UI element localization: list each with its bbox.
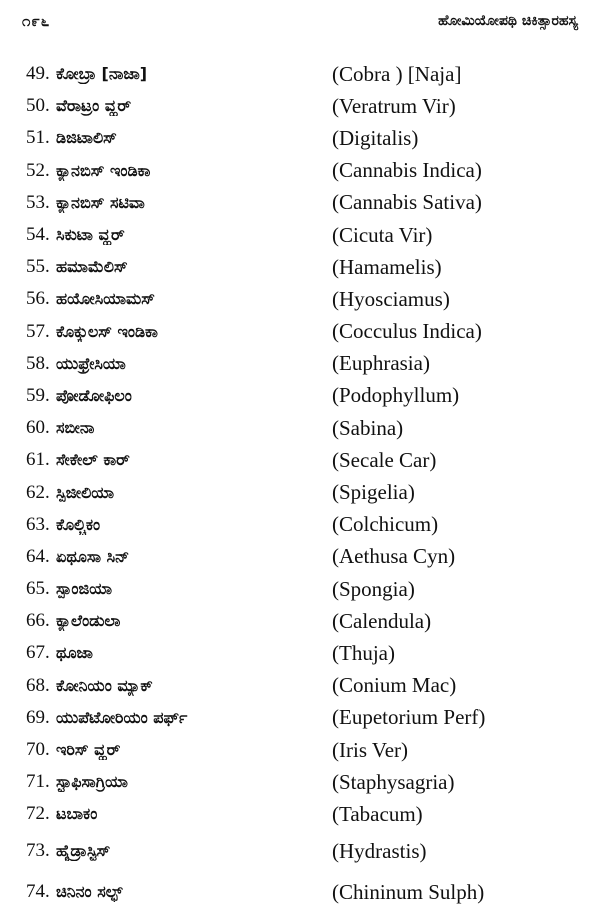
- list-item: [26, 872, 586, 913]
- kannada-name: ಸಿಕುಟಾ ವ್ಹರ್: [56, 225, 125, 245]
- latin-name: (Cannabis Indica): [332, 158, 482, 183]
- latin-name: (Tabacum): [332, 801, 423, 826]
- list-item: [26, 476, 586, 508]
- item-number: 57.: [26, 320, 50, 342]
- latin-name: (Veratrum Vir): [332, 93, 456, 118]
- latin-name: (Calendula): [332, 608, 432, 633]
- item-number: 70.: [26, 739, 50, 761]
- list-item: [26, 702, 586, 734]
- latin-name: (Hyosciamus): [332, 286, 450, 311]
- item-number: 74.: [26, 881, 50, 902]
- kannada-name: ಯುಪೆಟೋರಿಯಂ ಪರ್ಫ್: [56, 707, 188, 727]
- item-number: 56.: [26, 288, 50, 310]
- item-number: 72.: [26, 803, 50, 825]
- item-number: 51.: [26, 127, 50, 149]
- list-item: [26, 766, 586, 798]
- item-number: 52.: [26, 159, 50, 181]
- kannada-name: ಹಯೋಸಿಯಾಮಸ್: [56, 289, 155, 309]
- kannada-name: ಯುಫ್ರೇಸಿಯಾ: [56, 353, 126, 373]
- list-item: [26, 122, 586, 154]
- kannada-name: ಡಿಜಿಟಾಲಿಸ್: [56, 128, 117, 148]
- latin-name: (Eupetorium Perf): [332, 705, 486, 730]
- item-number: 73.: [26, 840, 50, 861]
- kannada-name: ಕೊಕ್ಕುಲಸ್ ಇಂಡಿಕಾ: [56, 321, 158, 341]
- list-item: [26, 58, 586, 90]
- list-item: [26, 670, 586, 702]
- list-item: [26, 219, 586, 251]
- list-item: [26, 444, 586, 476]
- kannada-name: ಸೇಕೇಲ್ ಕಾರ್: [56, 450, 130, 470]
- kannada-name: ಸ್ಟಾಫಿಸಾಗ್ರಿಯಾ: [56, 772, 128, 792]
- latin-name: (Secale Car): [332, 447, 437, 472]
- kannada-name: ಕೊಲ್ಚಿಕಂ: [56, 514, 101, 534]
- latin-name: (Cobra ) [Naja]: [332, 61, 462, 86]
- list-item: [26, 187, 586, 219]
- list-item: [26, 283, 586, 315]
- item-number: 61.: [26, 449, 50, 471]
- list-item: [26, 798, 586, 830]
- item-number: 58.: [26, 352, 50, 374]
- latin-name: (Podophyllum): [332, 383, 460, 408]
- kannada-name: ವೆರಾಟ್ರಂ ವ್ಹರ್: [56, 96, 132, 116]
- latin-name: (Hamamelis): [332, 254, 442, 279]
- kannada-name: ಸ್ಪಿಜೀಲಿಯಾ: [56, 482, 115, 502]
- item-number: 55.: [26, 256, 50, 278]
- list-item: [26, 348, 586, 380]
- latin-name: (Iris Ver): [332, 737, 409, 762]
- kannada-name: ಕ್ಯಾನಬಿಸ್ ಇಂಡಿಕಾ: [56, 160, 151, 180]
- kannada-name: ಚಿನಿನಂ ಸಲ್ಫ್: [56, 882, 123, 901]
- item-number: 65.: [26, 578, 50, 600]
- list-item: [26, 155, 586, 187]
- latin-name: (Aethusa Cyn): [332, 544, 456, 569]
- item-number: 54.: [26, 224, 50, 246]
- item-number: 50.: [26, 95, 50, 117]
- kannada-name: ಟಬಾಕಂ: [56, 804, 98, 824]
- latin-name: (Colchicum): [332, 512, 439, 537]
- item-number: 59.: [26, 384, 50, 406]
- latin-name: (Cannabis Sativa): [332, 190, 482, 215]
- kannada-name: ಕೋನಿಯಂ ಮ್ಯಾಕ್: [56, 675, 153, 695]
- remedy-list: [26, 58, 586, 913]
- kannada-name: ಹಮಾಮೆಲಿಸ್: [56, 257, 128, 277]
- running-head: ಹೋಮಿಯೋಪಥಿ ಚಿಕಿತ್ಸಾರಹಸ್ಯ: [438, 13, 578, 29]
- item-number: 64.: [26, 545, 50, 567]
- kannada-name: ಕ್ಯಾಲೆಂಡುಲಾ: [56, 611, 121, 631]
- latin-name: (Spigelia): [332, 480, 415, 505]
- latin-name: (Chininum Sulph): [332, 879, 485, 904]
- kannada-name: ಸ್ಪಾಂಜಿಯಾ: [56, 579, 113, 599]
- list-item: [26, 90, 586, 122]
- latin-name: (Cicuta Vir): [332, 222, 433, 247]
- latin-name: (Cocculus Indica): [332, 319, 482, 344]
- item-number: 60.: [26, 417, 50, 439]
- page-number: ೧೯೬: [22, 12, 51, 30]
- list-item: [26, 380, 586, 412]
- kannada-name: ಏಥೂಸಾ ಸಿನ್: [56, 546, 130, 566]
- latin-name: (Sabina): [332, 415, 404, 440]
- kannada-name: ಇರಿಸ್ ವ್ಹರ್: [56, 740, 121, 760]
- list-item: [26, 605, 586, 637]
- page-header: [22, 8, 578, 34]
- item-number: 49.: [26, 63, 50, 85]
- item-number: 62.: [26, 481, 50, 503]
- latin-name: (Spongia): [332, 576, 415, 601]
- latin-name: (Euphrasia): [332, 351, 430, 376]
- item-number: 71.: [26, 771, 50, 793]
- list-item: [26, 541, 586, 573]
- item-number: 63.: [26, 513, 50, 535]
- latin-name: (Staphysagria): [332, 769, 455, 794]
- item-number: 69.: [26, 706, 50, 728]
- item-number: 66.: [26, 610, 50, 632]
- kannada-name: ಕೋಬ್ರಾ [ನಾಜಾ]: [56, 64, 148, 84]
- latin-name: (Hydrastis): [332, 838, 427, 863]
- list-item: [26, 831, 586, 872]
- kannada-name: ಥೂಜಾ: [56, 643, 93, 663]
- list-item: [26, 734, 586, 766]
- latin-name: (Thuja): [332, 640, 395, 665]
- item-number: 68.: [26, 674, 50, 696]
- latin-name: (Digitalis): [332, 125, 419, 150]
- kannada-name: ಪೋಡೋಫಿಲಂ: [56, 385, 132, 405]
- list-item: [26, 637, 586, 669]
- list-item: [26, 316, 586, 348]
- kannada-name: ಕ್ಯಾನಬಿಸ್ ಸಟಿವಾ: [56, 192, 145, 212]
- item-number: 67.: [26, 642, 50, 664]
- list-item: [26, 412, 586, 444]
- list-item: [26, 251, 586, 283]
- kannada-name: ಹೈಡ್ರಾಸ್ಟಿಸ್: [56, 841, 111, 860]
- kannada-name: ಸಬೀನಾ: [56, 418, 95, 438]
- list-item: [26, 573, 586, 605]
- list-item: [26, 509, 586, 541]
- item-number: 53.: [26, 191, 50, 213]
- latin-name: (Conium Mac): [332, 673, 457, 698]
